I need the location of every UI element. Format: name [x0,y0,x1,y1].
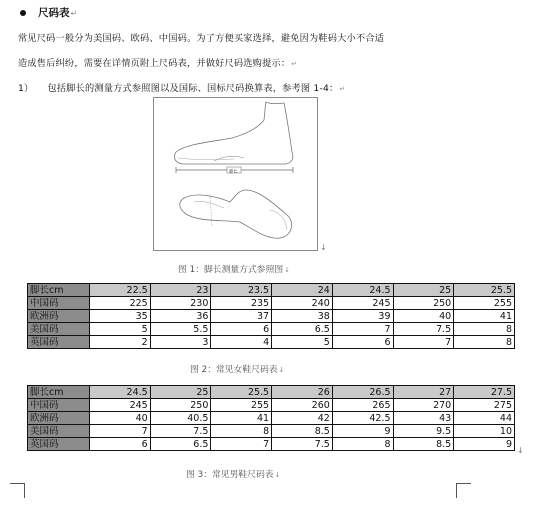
size-cell: 6.5 [150,438,211,451]
size-cell: 24.5 [332,284,393,297]
section-heading [20,5,77,20]
paragraph-mark-icon: ↵ [339,85,346,93]
table-row [28,438,515,451]
size-cell: 42.5 [332,412,393,425]
size-cell: 9.5 [393,425,454,438]
size-cell: 8.5 [272,425,333,438]
row-label: 中国码 [28,297,90,310]
scale-label: 脚长 [229,168,238,174]
size-cell: 23.5 [211,284,272,297]
size-cell: 230 [150,297,211,310]
size-cell: 235 [211,297,272,310]
size-cell: 25 [150,386,211,399]
size-cell: 6 [332,336,393,349]
size-cell: 6 [90,438,151,451]
size-cell: 9 [454,438,515,451]
table-row [28,323,515,336]
size-cell: 38 [272,310,333,323]
row-label: 脚长cm [28,284,90,297]
figure2-caption: 图 2：常见女鞋尺码表 [190,365,278,375]
size-cell: 8 [332,438,393,451]
size-cell: 3 [150,336,211,349]
size-cell: 40 [90,412,151,425]
size-cell: 255 [454,297,515,310]
size-cell: 5.5 [150,323,211,336]
size-cell: 36 [150,310,211,323]
size-cell: 275 [454,399,515,412]
size-cell: 10 [454,425,515,438]
row-label: 美国码 [28,323,90,336]
figure1-caption-wrap [178,262,290,275]
row-label: 欧洲码 [28,412,90,425]
size-cell: 24.5 [90,386,151,399]
intro-line-1: 常见尺码一般分为美国码、欧码、中国码。为了方便买家选择，避免因为鞋码大小不合适 [18,33,385,44]
size-cell: 35 [90,310,151,323]
size-cell: 44 [454,412,515,425]
figure2-caption-wrap [190,362,284,375]
women-size-table [27,283,515,349]
size-cell: 27 [393,386,454,399]
row-label: 英国码 [28,438,90,451]
size-cell: 250 [393,297,454,310]
intro-line-2-wrap [18,55,297,69]
table-row [28,386,515,399]
size-cell: 8 [211,425,272,438]
size-cell: 40.5 [150,412,211,425]
list-item-1 [18,80,345,94]
size-cell: 7.5 [272,438,333,451]
size-cell: 23 [150,284,211,297]
paragraph-mark-icon: ↓ [320,243,327,252]
row-label: 脚长cm [28,386,90,399]
row-label: 欧洲码 [28,310,90,323]
table-row [28,412,515,425]
size-cell: 41 [211,412,272,425]
row-label: 中国码 [28,399,90,412]
list-item-text: 包括脚长的测量方式参照图以及国际、国标尺码换算表，参考图 1-4： [47,83,339,94]
paragraph-mark-icon: ↵ [70,9,78,18]
size-cell: 225 [90,297,151,310]
size-cell: 6 [211,323,272,336]
size-cell: 245 [332,297,393,310]
paragraph-mark-icon: ↓ [278,366,285,374]
size-cell: 5 [272,336,333,349]
table-row [28,297,515,310]
paragraph-mark-icon: ↓ [274,471,281,479]
size-cell: 24 [272,284,333,297]
figure1-caption: 图 1：脚长测量方式参照图 [178,265,284,275]
list-item-number: 1） [18,83,34,94]
size-cell: 41 [454,310,515,323]
table-row [28,310,515,323]
size-cell: 8 [454,323,515,336]
size-cell: 9 [332,425,393,438]
size-cell: 7 [211,438,272,451]
crop-mark-left-icon [10,483,25,498]
size-cell: 6.5 [272,323,333,336]
size-cell: 5 [90,323,151,336]
size-cell: 4 [211,336,272,349]
size-cell: 39 [332,310,393,323]
paragraph-mark-icon: ↵ [291,60,298,68]
size-cell: 27.5 [454,386,515,399]
size-cell: 2 [90,336,151,349]
size-cell: 260 [272,399,333,412]
paragraph-mark-icon: ↓ [517,446,524,455]
table-row [28,284,515,297]
size-cell: 7 [332,323,393,336]
row-label: 英国码 [28,336,90,349]
men-size-table [27,385,515,451]
intro-line-2: 造成售后纠纷，需要在详情页附上尺码表，并做好尺码选购提示： [18,58,291,69]
size-cell: 25.5 [454,284,515,297]
table-row [28,425,515,438]
size-cell: 26.5 [332,386,393,399]
figure3-caption: 图 3：常见男鞋尺码表 [186,470,274,480]
size-cell: 7.5 [150,425,211,438]
size-cell: 245 [90,399,151,412]
size-cell: 265 [332,399,393,412]
figure3-caption-wrap [186,467,280,480]
table-row [28,336,515,349]
size-cell: 7 [393,336,454,349]
size-cell: 25 [393,284,454,297]
size-cell: 240 [272,297,333,310]
size-cell: 8 [454,336,515,349]
size-cell: 8.5 [393,438,454,451]
size-cell: 43 [393,412,454,425]
crop-mark-right-icon [456,483,471,498]
size-cell: 42 [272,412,333,425]
paragraph-mark-icon: ↓ [284,266,291,274]
foot-measure-figure [153,97,318,251]
size-cell: 37 [211,310,272,323]
size-cell: 22.5 [90,284,151,297]
foot-illustration-icon [154,98,317,250]
size-cell: 250 [150,399,211,412]
size-cell: 255 [211,399,272,412]
row-label: 美国码 [28,425,90,438]
size-cell: 26 [272,386,333,399]
table-row [28,399,515,412]
size-cell: 40 [393,310,454,323]
bullet-icon [20,10,26,16]
size-cell: 7 [90,425,151,438]
heading-text: 尺码表 [38,7,70,19]
size-cell: 25.5 [211,386,272,399]
size-cell: 270 [393,399,454,412]
size-cell: 7.5 [393,323,454,336]
